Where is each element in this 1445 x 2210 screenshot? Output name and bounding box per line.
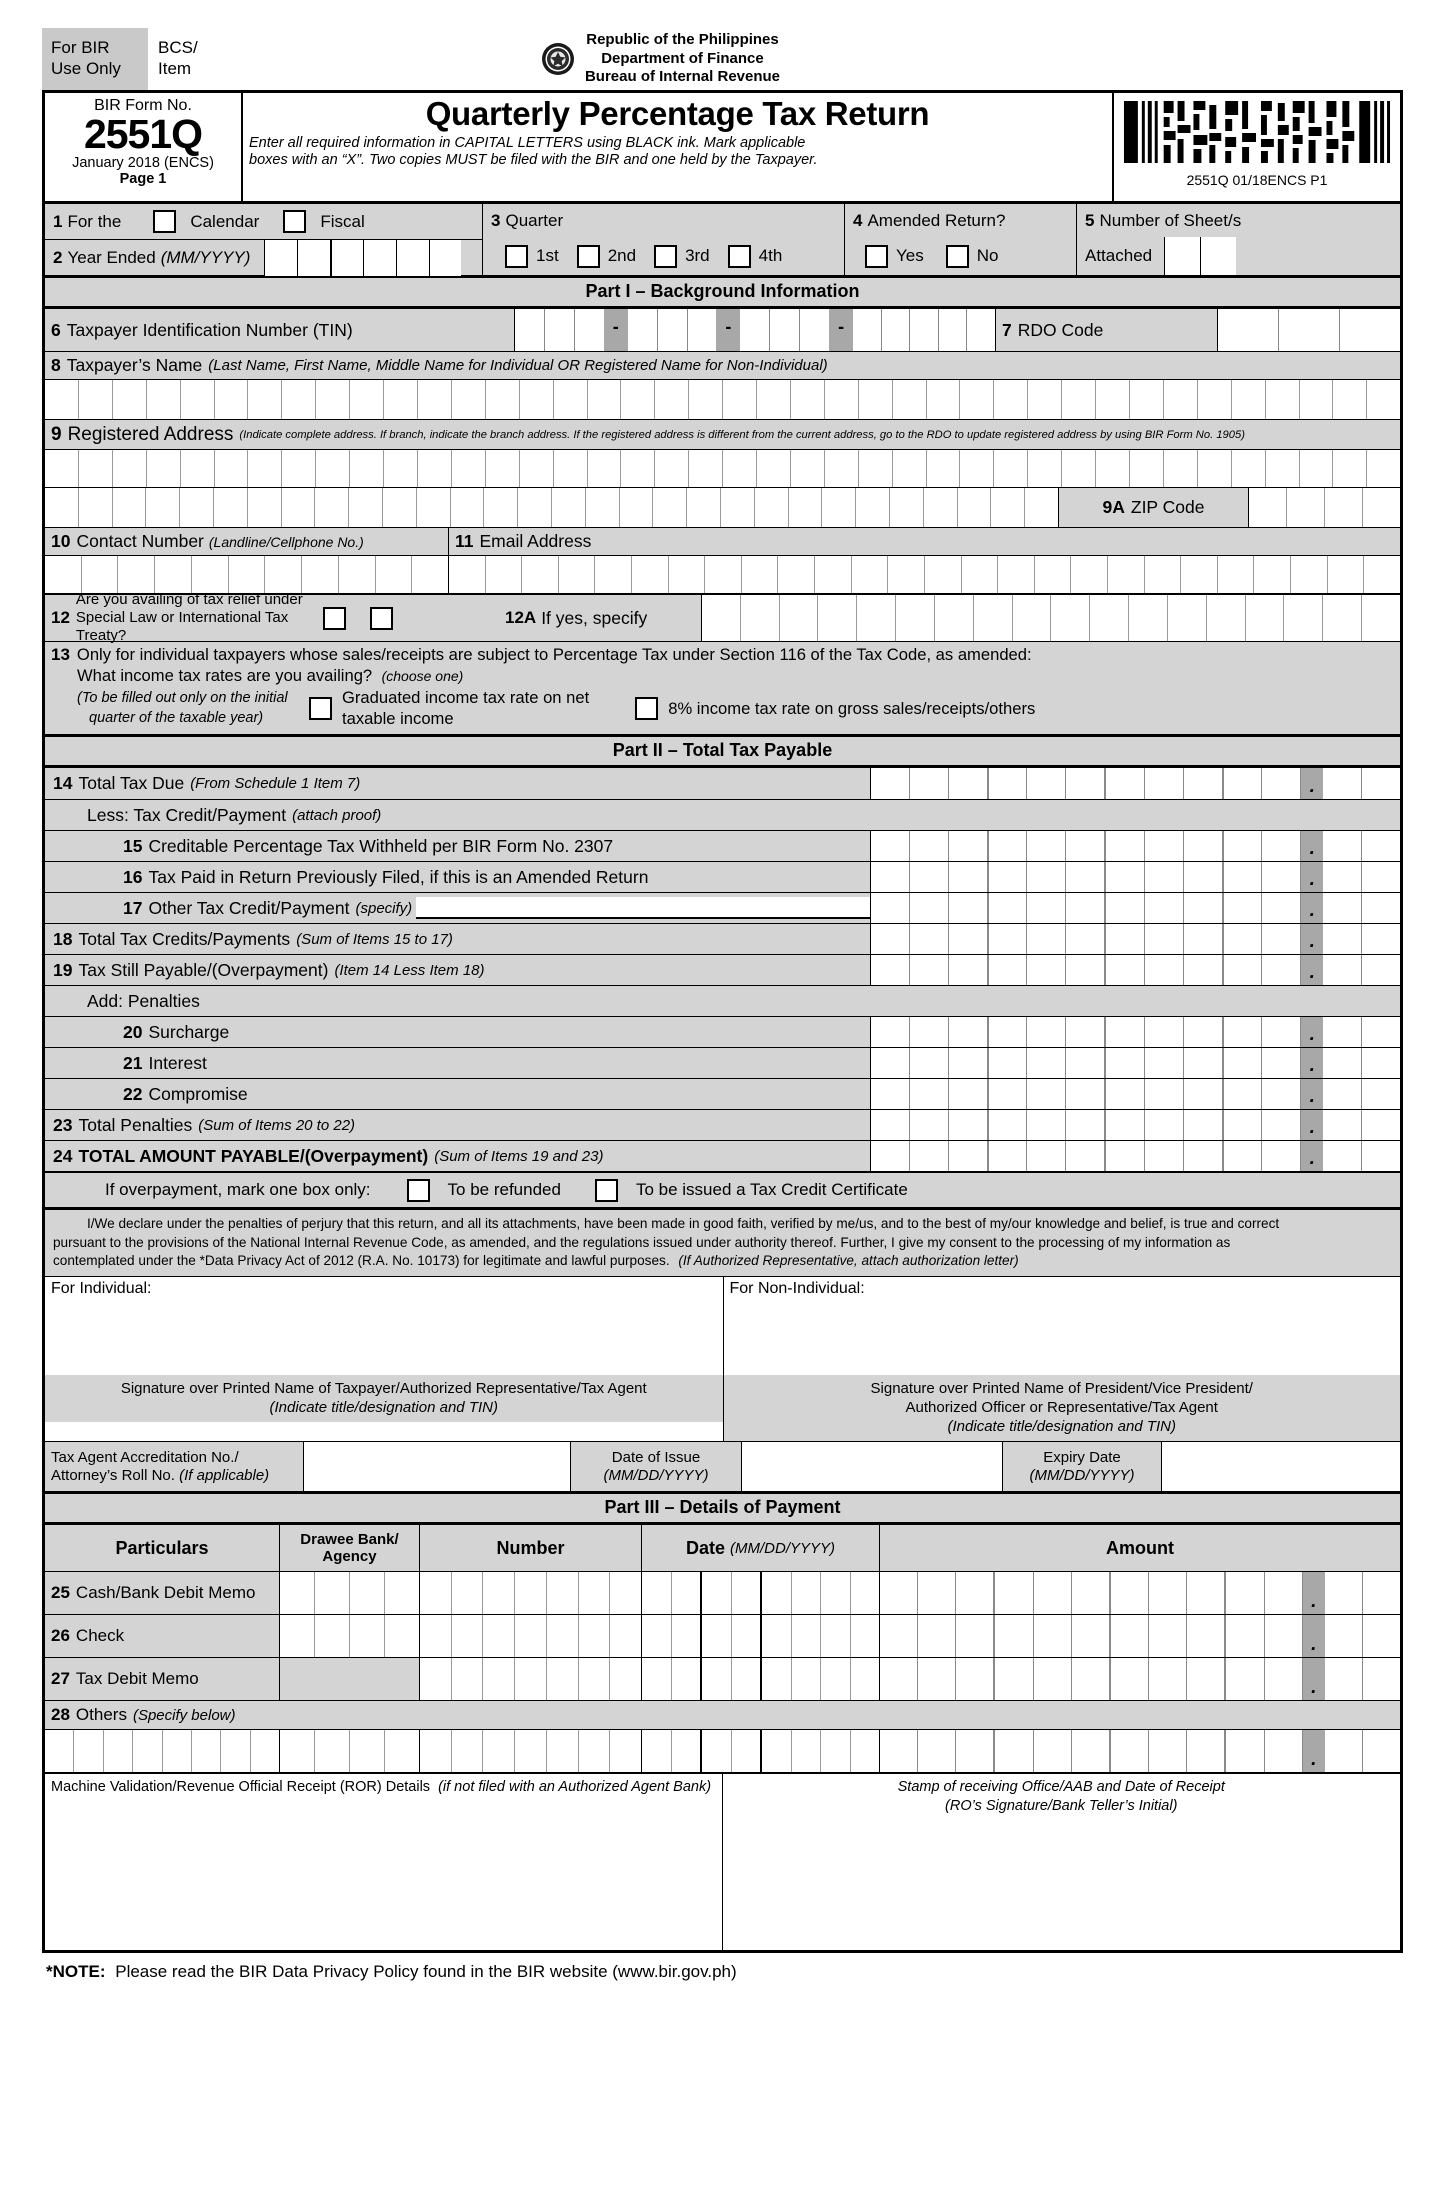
column-amount: Amount: [1106, 1537, 1174, 1558]
for-non-individual-label: For Non-Individual:: [729, 1279, 865, 1297]
signature-individual-area[interactable]: [45, 1277, 723, 1375]
amended-yes-label: Yes: [896, 246, 924, 265]
signature-non-individual-column: [723, 1277, 1401, 1442]
stamp-line1: Stamp of receiving Office/AAB and Date of Receipt: [897, 1779, 1225, 1796]
item-23-hint: (Sum of Items 20 to 22): [198, 1116, 356, 1134]
item-12-label-line2: Special Law or International Tax Treaty?: [75, 608, 289, 645]
tax-relief-yes-checkbox[interactable]: [323, 607, 346, 630]
sig-individual-line2: (Indicate title/designation and TIN): [269, 1398, 498, 1416]
date-of-issue-label: [571, 1442, 741, 1491]
item-25-number: 25: [51, 1583, 70, 1603]
column-date-hint: (MM/DD/YYYY): [730, 1539, 835, 1557]
item-26-label: Check: [75, 1626, 125, 1646]
item-22-amount-input[interactable]: [871, 1079, 1400, 1109]
item-19-hint: (Item 14 Less Item 18): [334, 961, 485, 979]
item-25-amount-input[interactable]: [880, 1572, 1400, 1614]
sig-non-individual-line3: (Indicate title/designation and TIN): [947, 1418, 1176, 1436]
item-24-hint: (Sum of Items 19 and 23): [434, 1147, 604, 1165]
item-3-title-row: [483, 204, 844, 237]
row-less-tax-credit: [45, 799, 1400, 830]
item-8-hint: (Last Name, First Name, Middle Name for Individual OR Registered Name for Non-Individual): [208, 357, 828, 374]
instruction-line-1: Enter all required information in CAPITAL LETTERS using BLACK ink. Mark applicable: [249, 134, 806, 151]
item-23-label-cell: [45, 1110, 871, 1140]
item-28-drawee-input[interactable]: [280, 1730, 420, 1772]
item-27-number: 27: [51, 1669, 70, 1689]
item-24-number: 24: [53, 1145, 73, 1166]
item-12-row: [45, 590, 1400, 645]
item-28-amount-input[interactable]: [880, 1730, 1400, 1772]
to-be-refunded-label: To be refunded: [447, 1180, 561, 1200]
row-item-17: [45, 892, 1400, 923]
column-drawee-bank: [280, 1525, 420, 1571]
republic-line: Republic of the Philippines: [586, 30, 779, 48]
item-5-title-row: [1077, 204, 1400, 237]
fiscal-checkbox[interactable]: [283, 210, 306, 233]
quarter-4th-checkbox[interactable]: [728, 245, 751, 268]
quarter-1st-checkbox[interactable]: [505, 245, 528, 268]
expiry-date-line1: Expiry Date: [1043, 1448, 1121, 1466]
title-band: [45, 93, 1400, 201]
item-28-label-row: [45, 1700, 1400, 1729]
amended-options: [845, 237, 1076, 275]
bir-seal-icon: [541, 42, 575, 76]
item-26-label-cell: [45, 1615, 280, 1657]
item-6-label-cell: [45, 309, 515, 351]
form-frame: [42, 90, 1403, 1953]
item-18-label-cell: [45, 924, 871, 954]
less-tax-credit-label-cell: [45, 800, 1400, 830]
item-13-hint-line2: quarter of the taxable year): [89, 709, 264, 726]
item-12-number: 12: [51, 608, 70, 627]
item-21-label-cell: [45, 1048, 871, 1078]
agent-accr-if-applicable: (If applicable): [179, 1466, 270, 1484]
item-14-amount-input[interactable]: [871, 768, 1400, 799]
quarter-3rd-label: 3rd: [685, 246, 710, 265]
item-24-label: TOTAL AMOUNT PAYABLE/(Overpayment): [78, 1145, 429, 1166]
item-19-label: Tax Still Payable/(Overpayment): [78, 959, 329, 980]
item-10-number: 10: [51, 531, 71, 551]
item-9a-number: 9A: [1102, 497, 1125, 517]
calendar-label: Calendar: [190, 211, 260, 231]
form-number: 2551Q: [83, 111, 203, 157]
quarter-1st-label: 1st: [536, 246, 559, 265]
declaration-line-3: contemplated under the *Data Privacy Act of 2012 (R.A. No. 10173) for legitimate and lawful purposes.: [53, 1252, 670, 1268]
overpayment-options-row: [45, 1171, 1400, 1207]
contact-email-label-row: [45, 527, 1400, 555]
tin-separator-1: -: [604, 309, 628, 351]
item-13-choose-one-hint: (choose one): [381, 668, 464, 684]
item-17-specify-input[interactable]: [416, 897, 870, 919]
footer-note-prefix: *NOTE:: [46, 1962, 106, 1982]
part-2-heading: Part II – Total Tax Payable: [45, 734, 1400, 768]
item-18-label: Total Tax Credits/Payments: [78, 928, 291, 949]
item-15-label: Creditable Percentage Tax Withheld per BIR Form No. 2307: [148, 835, 614, 856]
item-25-drawee-input[interactable]: [280, 1572, 420, 1614]
item-23-amount-input[interactable]: [871, 1110, 1400, 1140]
signature-non-individual-area[interactable]: [724, 1277, 1401, 1375]
row-item-21: [45, 1047, 1400, 1078]
item-13-hint-line1: (To be filled out only on the initial: [77, 690, 288, 707]
tax-agent-accreditation-label: [45, 1442, 303, 1491]
declaration-block: [45, 1207, 1400, 1275]
item-25-label: Cash/Bank Debit Memo: [75, 1583, 256, 1603]
item-15-amount-input[interactable]: [871, 831, 1400, 861]
item-15-number: 15: [123, 835, 143, 856]
item-16-number: 16: [123, 866, 143, 887]
eight-percent-rate-label: 8% income tax rate on gross sales/receipts/others: [668, 698, 1036, 718]
item-18-number: 18: [53, 928, 73, 949]
item-label: Item: [158, 59, 192, 79]
item-22-label-cell: [45, 1079, 871, 1109]
form-date: January 2018 (ENCS): [72, 154, 214, 171]
item-17-label: Other Tax Credit/Payment: [148, 897, 350, 918]
item-21-amount-input[interactable]: [871, 1048, 1400, 1078]
item-25-date-input[interactable]: [642, 1572, 880, 1614]
item-21-label: Interest: [148, 1052, 207, 1073]
item-28-particulars-input[interactable]: [45, 1730, 280, 1772]
less-tax-credit-hint: (attach proof): [292, 806, 382, 824]
item-12a-label-cell: [501, 595, 701, 641]
item-14-number: 14: [53, 773, 73, 794]
item-2-label: Year Ended: [67, 247, 156, 267]
item-16-label-cell: [45, 862, 871, 892]
item-4-number: 4: [853, 210, 863, 230]
eight-percent-rate-checkbox[interactable]: [635, 697, 658, 720]
tax-relief-no-checkbox[interactable]: [370, 607, 393, 630]
column-date-label: Date: [685, 1537, 725, 1558]
signature-non-individual-caption: [724, 1375, 1401, 1442]
item-5-label: Number of Sheet/s: [1099, 210, 1242, 230]
row-add-penalties: [45, 985, 1400, 1016]
graduated-rate-label-line1: Graduated income tax rate on net: [342, 688, 590, 707]
item-20-amount-input[interactable]: [871, 1017, 1400, 1047]
add-penalties-label: Add: Penalties: [87, 990, 200, 1011]
item-8-label-cell: [45, 351, 1400, 379]
tin-rdo-row: [45, 309, 1400, 351]
date-of-issue-input[interactable]: [741, 1442, 1003, 1491]
date-of-issue-line1: Date of Issue: [611, 1448, 701, 1466]
government-title: [585, 31, 780, 87]
item-4-label: Amended Return?: [867, 210, 1006, 230]
item-12a-label: If yes, specify: [541, 607, 648, 628]
for-bir-use-line1: For BIR: [51, 38, 110, 57]
row-item-15: [45, 830, 1400, 861]
footer-note-text: Please read the BIR Data Privacy Policy found in the BIR website (www.bir.gov.ph): [115, 1962, 737, 1982]
row-item-27: [45, 1657, 1400, 1700]
quarter-2nd-label: 2nd: [607, 246, 637, 265]
graduated-rate-label-line2: taxable income: [342, 708, 454, 728]
for-individual-label: For Individual:: [51, 1279, 152, 1297]
item-28-date-input[interactable]: [642, 1730, 880, 1772]
stamp-line2: (RO’s Signature/Bank Teller’s Initial): [945, 1798, 1178, 1815]
row-item-25: [45, 1571, 1400, 1614]
for-bir-use-only-box: [42, 28, 148, 90]
item-20-label-cell: [45, 1017, 871, 1047]
item-12a-specify-input[interactable]: [701, 595, 1400, 641]
item-26-drawee-input[interactable]: [280, 1615, 420, 1657]
date-of-issue-line2: (MM/DD/YYYY): [603, 1466, 709, 1484]
item-17-number: 17: [123, 897, 143, 918]
signature-block: [45, 1276, 1400, 1442]
item-6-number: 6: [51, 319, 61, 340]
page-title: Quarterly Percentage Tax Return: [425, 95, 930, 132]
item-25-number-input[interactable]: [420, 1572, 642, 1614]
item-27-amount-input[interactable]: [880, 1658, 1400, 1700]
item-7-number: 7: [1002, 319, 1012, 340]
item-17-amount-input[interactable]: [871, 893, 1400, 923]
item-2-hint: (MM/YYYY): [160, 247, 251, 267]
item-27-date-input[interactable]: [642, 1658, 880, 1700]
tax-credit-certificate-checkbox[interactable]: [595, 1179, 618, 1202]
item-23-number: 23: [53, 1114, 73, 1135]
sig-non-individual-line1: Signature over Printed Name of President/Vice President/: [870, 1379, 1253, 1397]
quarter-4th-label: 4th: [758, 246, 783, 265]
validation-stamp-block: [45, 1772, 1400, 1950]
signature-individual-caption: [45, 1375, 723, 1422]
period-and-amended-row: [45, 201, 1400, 275]
registered-address-zip-row: [45, 487, 1400, 527]
quarter-options: [483, 237, 844, 275]
item-1-number: 1: [53, 211, 63, 231]
year-ended-input[interactable]: [264, 240, 461, 276]
declaration-auth-rep-note: (If Authorized Representative, attach authorization letter): [678, 1252, 1019, 1268]
item-5-value-row: [1077, 237, 1400, 275]
expiry-date-input[interactable]: [1161, 1442, 1400, 1491]
column-date: [642, 1525, 880, 1571]
part-2-rows: [45, 768, 1400, 1207]
footer-note: [42, 1953, 1403, 1982]
expiry-date-line2: (MM/DD/YYYY): [1029, 1466, 1135, 1484]
sig-individual-line1: Signature over Printed Name of Taxpayer/Authorized Representative/Tax Agent: [120, 1379, 647, 1397]
item-9-number: 9: [51, 423, 62, 445]
amended-return-block: [845, 204, 1077, 275]
row-item-22: [45, 1078, 1400, 1109]
item-19-label-cell: [45, 955, 871, 985]
item-1-label: For the: [67, 211, 122, 231]
registered-address-input-line2[interactable]: [45, 488, 1058, 527]
item-7-label-cell: [995, 309, 1217, 351]
email-address-input[interactable]: [449, 556, 1400, 593]
tax-credit-certificate-label: To be issued a Tax Credit Certificate: [635, 1180, 908, 1200]
item-10-label-cell: [45, 528, 449, 555]
item-19-amount-input[interactable]: [871, 955, 1400, 985]
fiscal-label: Fiscal: [320, 211, 365, 231]
row-item-26: [45, 1614, 1400, 1657]
item-24-amount-input[interactable]: [871, 1141, 1400, 1171]
tax-agent-accreditation-input[interactable]: [303, 1442, 571, 1491]
item-14-label: Total Tax Due: [78, 773, 185, 794]
item-24-label-cell: [45, 1141, 871, 1171]
column-drawee-line1: Drawee Bank/: [300, 1531, 399, 1549]
item-15-label-cell: [45, 831, 871, 861]
machine-validation-label: Machine Validation/Revenue Official Receipt (ROR) Details: [51, 1779, 431, 1796]
bureau-line: Bureau of Internal Revenue: [584, 68, 781, 86]
item-1-row: [45, 204, 482, 239]
row-item-19: [45, 954, 1400, 985]
row-item-18: [45, 923, 1400, 954]
item-13-number: 13: [51, 645, 70, 664]
quarter-block: [483, 204, 845, 275]
item-25-label-cell: [45, 1572, 280, 1614]
amended-no-label: No: [976, 246, 999, 265]
item-12a-number: 12A: [505, 608, 537, 627]
item-12-options: [315, 595, 501, 641]
barcode-block: [1112, 93, 1400, 201]
sig-non-individual-line2: Authorized Officer or Representative/Tax Agent: [905, 1398, 1218, 1416]
for-bir-use-line2: Use Only: [51, 59, 121, 79]
department-line: Department of Finance: [601, 49, 764, 67]
machine-validation-hint: (if not filed with an Authorized Agent Bank): [438, 1779, 712, 1796]
tin-separator-2: -: [716, 309, 740, 351]
row-item-23: [45, 1109, 1400, 1140]
part-3-heading: Part III – Details of Payment: [45, 1491, 1400, 1525]
item-26-number: 26: [51, 1626, 70, 1646]
title-middle: [243, 93, 1112, 201]
rdo-code-input[interactable]: [1217, 309, 1400, 351]
item-12-label-cell: [45, 590, 315, 645]
part-3-column-headers: [45, 1525, 1400, 1571]
item-13-line2: What income tax rates are you availing?: [77, 666, 373, 685]
item-11-label: Email Address: [479, 531, 592, 551]
less-tax-credit-label: Less: Tax Credit/Payment: [87, 804, 287, 825]
top-strip: [42, 28, 1403, 90]
row-item-14: [45, 768, 1400, 799]
graduated-rate-checkbox[interactable]: [309, 697, 332, 720]
item-10-label: Contact Number: [76, 531, 204, 551]
tax-agent-row: [45, 1441, 1400, 1491]
item-9a-label-cell: [1058, 488, 1248, 527]
item-13-line1: Only for individual taxpayers whose sales/receipts are subject to Percentage Tax under Section 116 of the Tax Code, as amended:: [76, 645, 1032, 664]
declaration-line-1: I/We declare under the penalties of perjury that this return, and all its attachments, have been made in good faith, verified by me/us, and to the best of my/our knowledge and belief, is true and correct: [87, 1216, 1280, 1232]
row-item-24: [45, 1140, 1400, 1171]
item-14-hint: (From Schedule 1 Item 7): [190, 775, 361, 793]
item-22-number: 22: [123, 1083, 143, 1104]
item-19-number: 19: [53, 959, 73, 980]
bcs-item-box: [148, 28, 258, 90]
item-27-label: Tax Debit Memo: [75, 1669, 199, 1689]
row-item-28-inputs: [45, 1729, 1400, 1772]
item-18-hint: (Sum of Items 15 to 17): [296, 930, 453, 948]
declaration-line-2: pursuant to the provisions of the National Internal Revenue Code, as amended, and the regulations issued under authority thereof. Further, I give my consent to the processing of my information as: [53, 1234, 1231, 1250]
item-9-label-cell: [45, 419, 1400, 449]
quarter-2nd-checkbox[interactable]: [577, 245, 600, 268]
item-11-number: 11: [455, 531, 474, 551]
item-23-label: Total Penalties: [78, 1114, 193, 1135]
item-3-number: 3: [491, 210, 501, 230]
item-13-block: [45, 641, 1400, 734]
item-2-number: 2: [53, 247, 63, 267]
item-28-hint: (Specify below): [132, 1706, 236, 1724]
machine-validation-area[interactable]: [45, 1774, 723, 1950]
item-5-label-2: Attached: [1085, 246, 1153, 265]
form-number-block: [45, 93, 243, 201]
quarter-3rd-checkbox[interactable]: [654, 245, 677, 268]
signature-individual-column: [45, 1277, 723, 1442]
item-28-label: Others: [75, 1705, 127, 1725]
zip-code-input[interactable]: [1248, 488, 1400, 527]
item-8-label: Taxpayer’s Name: [66, 355, 203, 375]
barcode-caption: 2551Q 01/18ENCS P1: [1186, 172, 1328, 188]
item-26-amount-input[interactable]: [880, 1615, 1400, 1657]
item-4-title-row: [845, 204, 1076, 237]
barcode-icon: [1120, 99, 1394, 165]
item-20-number: 20: [123, 1021, 143, 1042]
item-2-row: [45, 239, 482, 275]
registered-address-input-line1[interactable]: [45, 449, 1400, 487]
part-1-heading: Part I – Background Information: [45, 275, 1400, 309]
item-28-number-input[interactable]: [420, 1730, 642, 1772]
item-5-number: 5: [1085, 210, 1095, 230]
item-7-label: RDO Code: [1017, 319, 1104, 340]
item-16-label: Tax Paid in Return Previously Filed, if this is an Amended Return: [148, 866, 649, 887]
to-be-refunded-checkbox[interactable]: [407, 1179, 430, 1202]
item-8-number: 8: [51, 355, 61, 375]
item-9a-label: ZIP Code: [1130, 497, 1205, 517]
amended-yes-checkbox[interactable]: [865, 245, 888, 268]
tin-separator-3: -: [829, 309, 853, 351]
tin-input[interactable]: [515, 309, 995, 351]
bcs-label: BCS/: [158, 38, 198, 57]
row-item-16: [45, 861, 1400, 892]
sheets-attached-block: [1077, 204, 1400, 275]
agent-accr-line1: Tax Agent Accreditation No./: [51, 1448, 239, 1466]
add-penalties-label-cell: [45, 986, 1400, 1016]
column-particulars: Particulars: [45, 1525, 280, 1571]
item-16-amount-input[interactable]: [871, 862, 1400, 892]
expiry-date-label: [1003, 1442, 1161, 1491]
item-12-label-line1: Are you availing of tax relief under: [75, 590, 303, 608]
government-header: [258, 28, 1403, 90]
column-drawee-line2: Agency: [322, 1548, 377, 1566]
item-17-label-cell: [45, 893, 871, 923]
item-6-label: Taxpayer Identification Number (TIN): [66, 319, 353, 340]
sheets-attached-input[interactable]: [1164, 237, 1236, 275]
agent-accr-line2: Attorney’s Roll No.: [51, 1466, 175, 1484]
item-14-label-cell: [45, 768, 871, 799]
taxpayer-name-input[interactable]: [45, 379, 1400, 419]
instruction-line-2: boxes with an “X”. Two copies MUST be filed with the BIR and one held by the Taxpayer.: [249, 152, 818, 169]
column-number: Number: [420, 1525, 642, 1571]
item-28-number: 28: [51, 1705, 70, 1725]
item-9-label: Registered Address: [67, 423, 234, 445]
overpayment-label: If overpayment, mark one box only:: [105, 1180, 371, 1200]
item-26-date-input[interactable]: [642, 1615, 880, 1657]
amended-no-checkbox[interactable]: [946, 245, 969, 268]
item-27-drawee-disabled: [280, 1658, 420, 1700]
contact-email-input-row: [45, 555, 1400, 593]
item-17-hint: (specify): [355, 899, 413, 917]
page-label: Page 1: [119, 170, 167, 187]
period-block: [45, 204, 483, 275]
item-26-number-input[interactable]: [420, 1615, 642, 1657]
item-11-label-cell: [449, 528, 1400, 555]
item-18-amount-input[interactable]: [871, 924, 1400, 954]
item-20-label: Surcharge: [148, 1021, 230, 1042]
row-item-20: [45, 1016, 1400, 1047]
item-27-label-cell: [45, 1658, 280, 1700]
item-9-hint: (Indicate complete address. If branch, indicate the branch address. If the registered address is different from the current address, go to the RDO to update registered address by using BIR Form No. 1905): [239, 428, 1245, 441]
item-22-label: Compromise: [148, 1083, 248, 1104]
item-21-number: 21: [123, 1052, 143, 1073]
contact-number-input[interactable]: [45, 556, 449, 593]
calendar-checkbox[interactable]: [153, 210, 176, 233]
form-no-label: BIR Form No.: [94, 97, 192, 114]
receiving-stamp-area[interactable]: [723, 1774, 1401, 1950]
item-3-label: Quarter: [505, 210, 564, 230]
item-27-number-input[interactable]: [420, 1658, 642, 1700]
item-10-hint: (Landline/Cellphone No.): [208, 533, 364, 550]
